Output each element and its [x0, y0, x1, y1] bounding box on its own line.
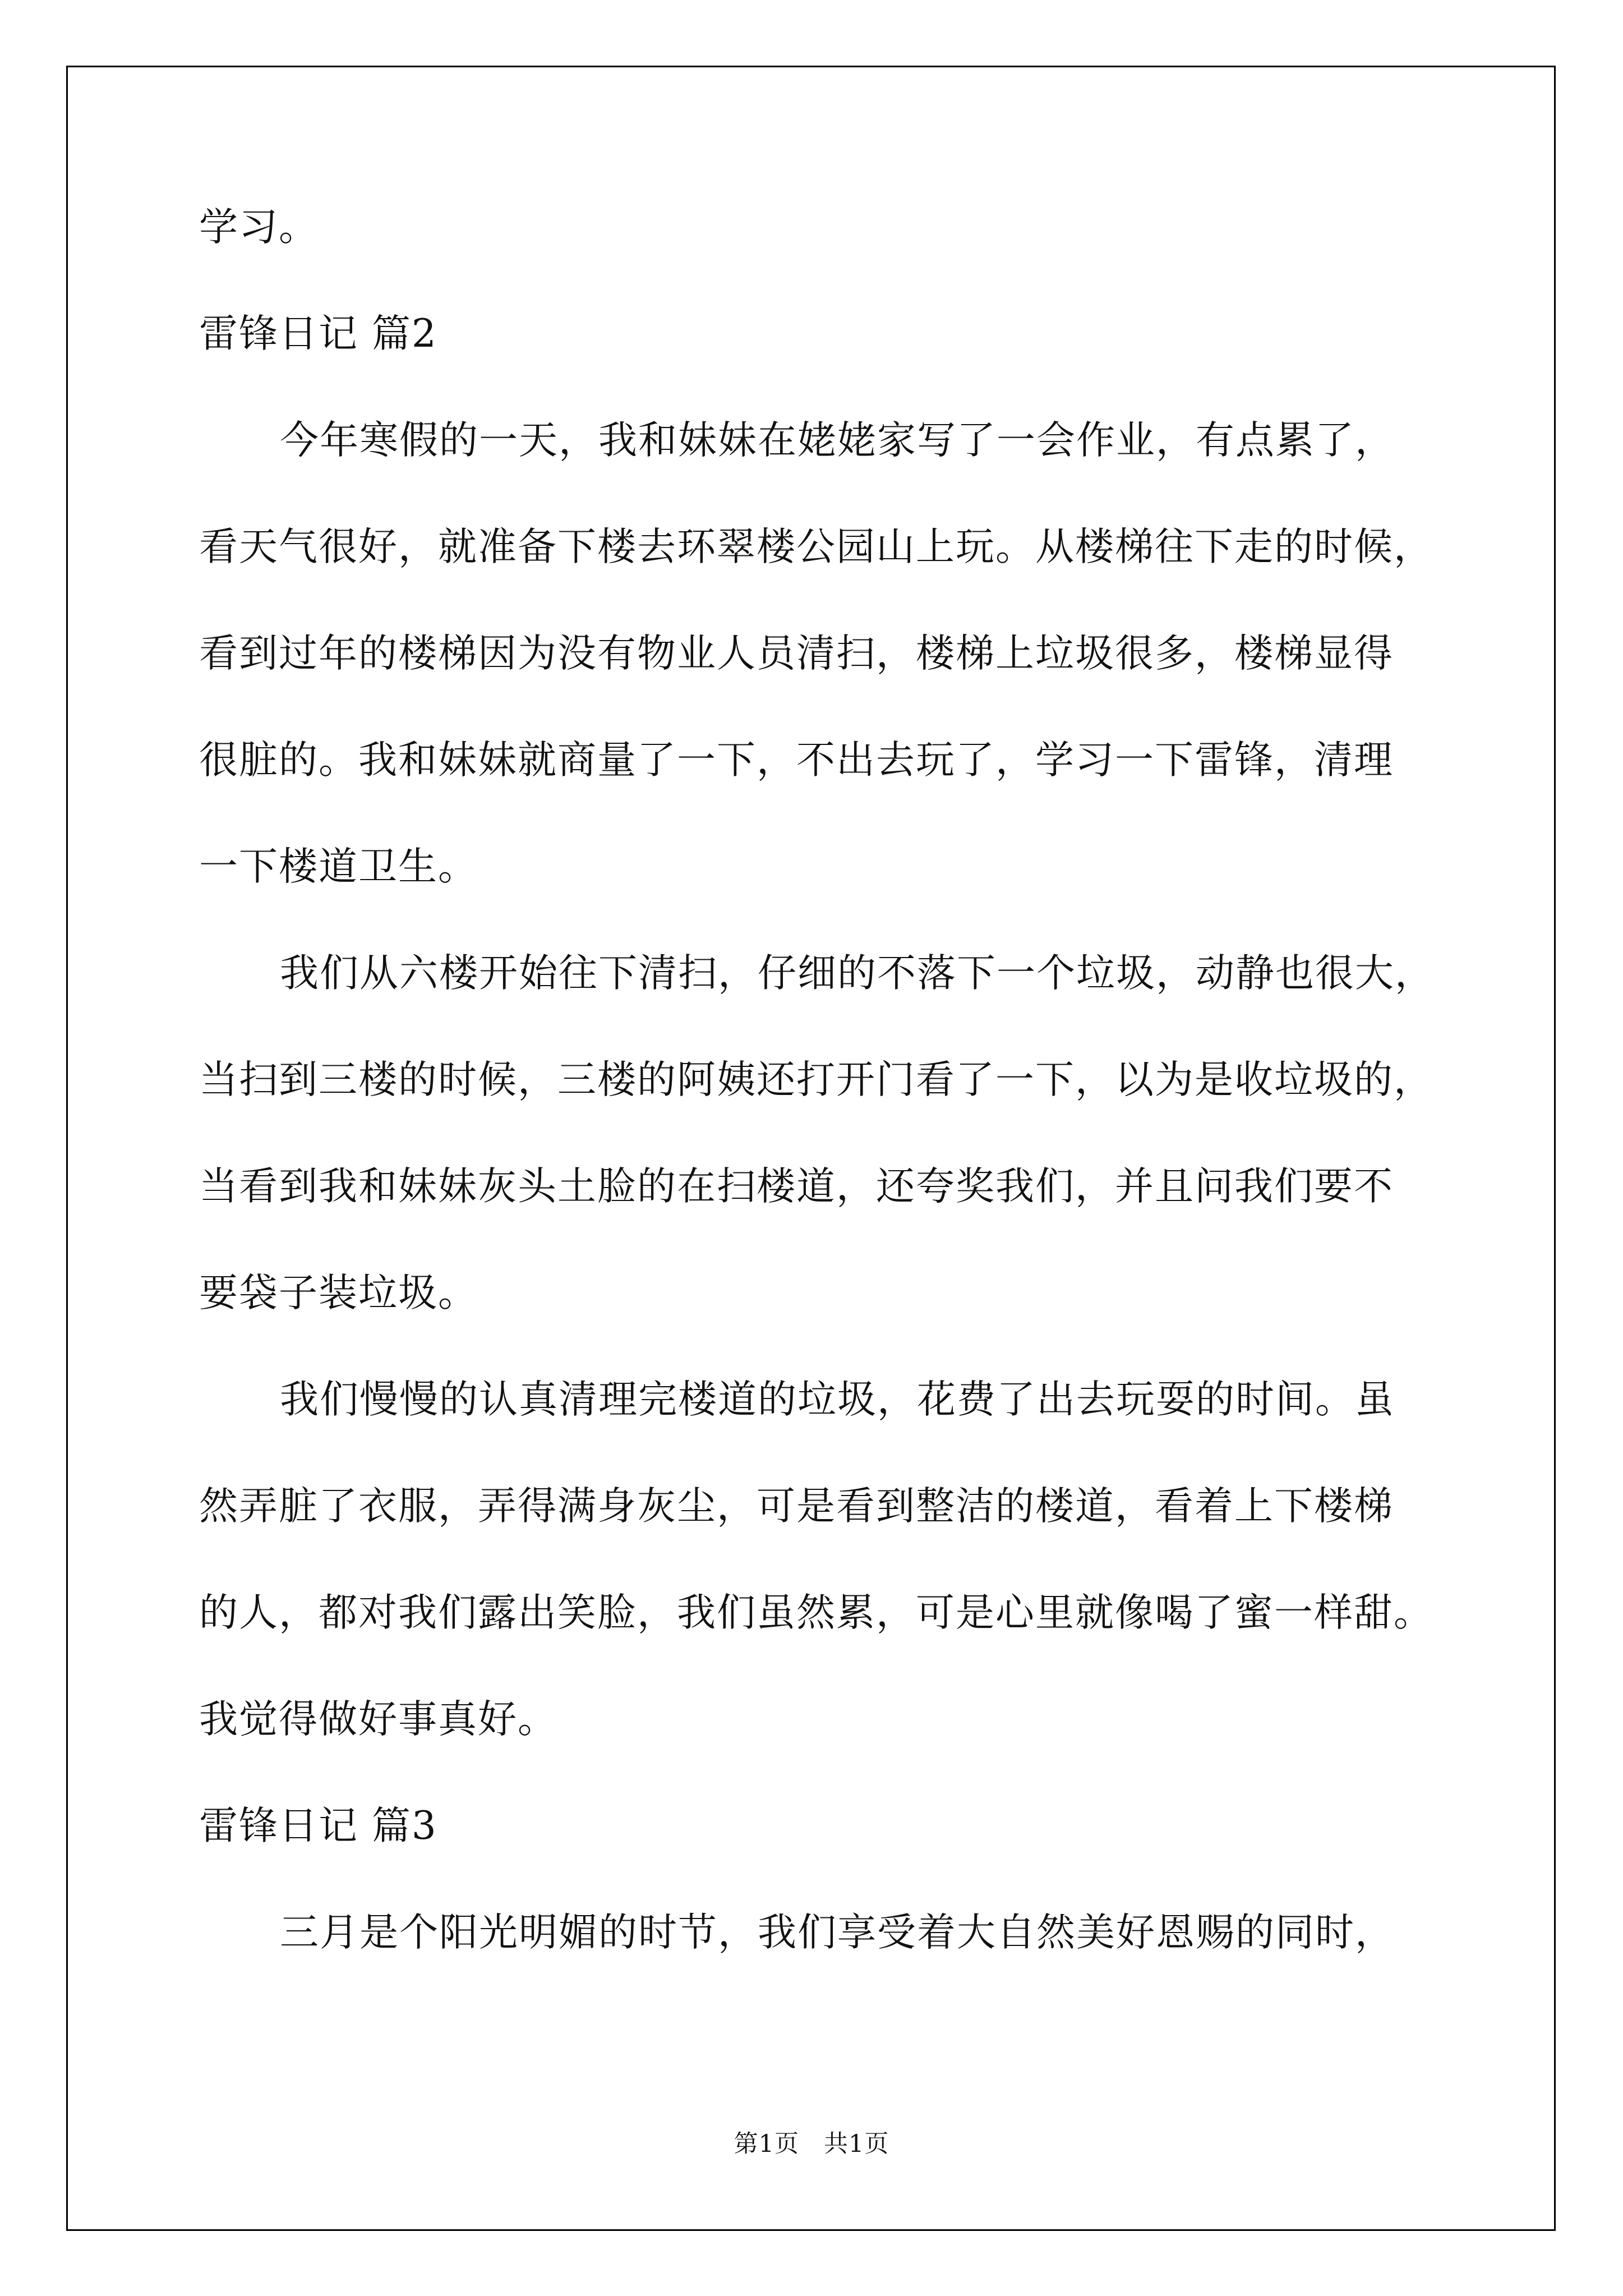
- section-heading: 雷锋日记 篇2: [199, 311, 437, 356]
- paragraph-line: 我们慢慢的认真清理完楼道的垃圾，花费了出去玩耍的时间。虽: [280, 1377, 1395, 1422]
- paragraph-line: 看到过年的楼梯因为没有物业人员清扫，楼梯上垃圾很多，楼梯显得: [199, 631, 1394, 676]
- paragraph-line: 然弄脏了衣服，弄得满身灰尘，可是看到整洁的楼道，看着上下楼梯: [199, 1484, 1394, 1529]
- paragraph-line: 很脏的。我和妹妹就商量了一下，不出去玩了，学习一下雷锋，清理: [199, 738, 1394, 783]
- page-footer: 第1页 共1页: [734, 2130, 889, 2158]
- paragraph-line: 今年寒假的一天，我和妹妹在姥姥家写了一会作业，有点累了，: [280, 418, 1395, 463]
- paragraph-line: 的人，都对我们露出笑脸，我们虽然累，可是心里就像喝了蜜一样甜。: [199, 1590, 1433, 1635]
- document-body: [199, 205, 1435, 2019]
- paragraph-line: 一下楼道卫生。: [199, 844, 478, 889]
- paragraph-line: 三月是个阳光明媚的时节，我们享受着大自然美好恩赐的同时，: [280, 1910, 1395, 1955]
- paragraph-line: 我们从六楼开始往下清扫，仔细的不落下一个垃圾，动静也很大，: [280, 951, 1435, 996]
- paragraph-line: 当看到我和妹妹灰头土脸的在扫楼道，还夸奖我们，并且问我们要不: [199, 1164, 1394, 1209]
- paragraph-line: 要袋子装垃圾。: [199, 1271, 478, 1315]
- section-heading: 雷锋日记 篇3: [199, 1803, 437, 1848]
- paragraph-line: 我觉得做好事真好。: [199, 1697, 557, 1742]
- paragraph-line: 看天气很好，就准备下楼去环翠楼公园山上玩。从楼梯往下走的时候，: [199, 524, 1433, 569]
- paragraph-continuation: 学习。: [199, 205, 319, 250]
- paragraph-line: 当扫到三楼的时候，三楼的阿姨还打开门看了一下，以为是收垃圾的，: [199, 1057, 1433, 1102]
